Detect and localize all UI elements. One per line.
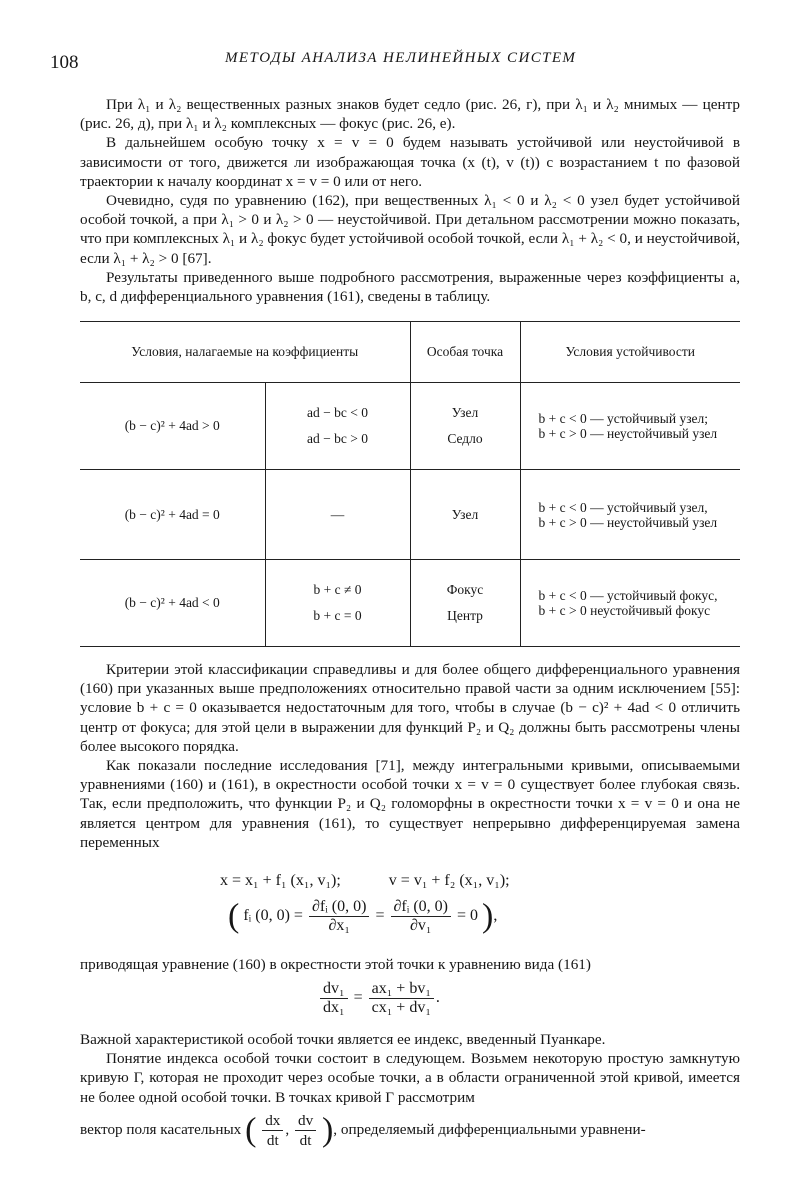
paragraph-4: Результаты приведенного выше подробного рассмотрения, выраженные через коэффициенты a, b, c, d дифференциального уравнения (161), сведены в таблицу. [80,268,740,306]
p10-dv: dv [295,1111,316,1131]
p10-after: , определяемый дифференциальными уравнени- [333,1121,646,1138]
p10-paren-left: ( [245,1111,257,1149]
table-cell-sub-2: b + c = 0 [313,608,362,623]
formula-cond-lhs: fᵢ (0, 0) = [243,907,303,925]
formula-cond-eq: = [375,907,385,925]
table-header-row [80,322,740,383]
formula-paren-left: ( [228,897,240,935]
paragraph-6: Как показали последние исследования [71], между интегральными кривыми, описываемыми уравнениями (160) и (161), в окрестности особой точки x = v = 0 существует более глубокая связь. Так, если предположить, что функции P₂ и Q₂ голоморфны в окрестности точки x = v = 0 и она не является центром для уравнения (161), то существует непрерывно дифференцируемая замена переменных [80,757,740,851]
p10-before: вектор поля касательных [80,1121,242,1138]
paragraph-7: приводящая уравнение (160) в окрестности этой точки к уравнению вида (161) [80,956,591,973]
table-cell-stability-1: b + c < 0 — устойчивый фокус, [538,588,718,603]
table-row [80,383,740,470]
text-block-top [80,95,740,306]
table-cell-sub [265,560,410,647]
table-cell-point-2: Седло [447,431,483,446]
rhs-denominator: cx₁ + dv₁ [371,999,431,1016]
formula-paren-right: ) [482,897,494,935]
table-cell-stability-2: b + c > 0 — неустойчивый узел [538,426,718,441]
text-block-bottom [80,1030,740,1150]
table-header-conditions: Условия, налагаемые на коэффициенты [80,322,410,383]
table-cell-stability-1: b + c < 0 — устойчивый узел; [538,411,709,426]
formula-reduced-equation: $\frac{\text{dv₁}}{\text{dx₁}}$ = $\frac{\text{ax₁ + bv₁}}{\text{cx₁ + dv₁}}$ . [318,980,440,1017]
p10-sep: , [285,1121,290,1138]
formula-reduced-eq: = [353,989,363,1007]
table-cell-stability-2: b + c > 0 — неустойчивый узел [538,514,718,530]
paragraph-10 [80,1111,740,1150]
formula-x: x = x₁ + f₁ (x₁, v₁); [220,872,341,889]
paragraph-3: Очевидно, судя по уравнению (162), при вещественных λ₁ < 0 и λ₂ < 0 узел будет устойчивой особой точкой, а при λ₁ > 0 и λ₂ > 0 — неустойчивой. При детальном рассмотрении можно показать, что при комплексных λ₁ и λ₂ фокус будет устойчивой особой точкой, если λ₁ + λ₂ < 0, и неустойчивой, если λ₁ + λ₂ > 0 [67]. [80,192,740,267]
table-cell-sub-2: ad − bc > 0 [307,431,368,446]
paragraph-2: В дальнейшем особую точку x = v = 0 будем называть устойчивой или неустойчивой в зависимости от того, движется ли изображающая точка (x (t), v (t)) с возрастанием t по фазовой траектории к началу координат x = v = 0 или от него. [80,134,740,190]
lhs-numerator: dv₁ [320,980,348,999]
running-title: МЕТОДЫ АНАЛИЗА НЕЛИНЕЙНЫХ СИСТЕМ [225,50,577,66]
p10-paren-right: ) [321,1111,334,1149]
p10-dt1: dt [266,1132,279,1150]
table-cell-point-1: Узел [451,405,479,420]
table-cell-stability-2: b + c > 0 неустойчивый фокус [538,603,711,618]
table-cell-sub [265,383,410,470]
table-header-point: Особая точка [410,322,520,383]
formula-substitution [220,872,640,890]
formula-lhs-frac [320,980,348,1017]
table-row [80,560,740,647]
table-cell-stability [520,383,740,470]
p10-dt2: dt [299,1132,312,1150]
frac1-denominator: ∂x₁ [328,917,350,934]
paragraph-1: При λ₁ и λ₂ вещественных разных знаков будет седло (рис. 26, г), при λ₁ и λ₂ мнимых — центр (рис. 26, д), при λ₁ и λ₂ комплексных — фокус (рис. 26, е). [80,96,740,133]
table-cell-main: (b − c)² + 4ad > 0 [80,383,265,470]
table-cell-point: Узел [410,470,520,560]
table-cell-point [410,383,520,470]
table-cell-point [410,560,520,647]
formula-cond-frac1 [309,898,370,935]
table-cell-point-1: Фокус [446,582,484,597]
formula-cond-frac2 [391,898,452,935]
frac1-numerator: ∂fᵢ (0, 0) [309,898,370,917]
page-header [50,48,750,74]
table-cell-sub-1: ad − bc < 0 [307,405,368,420]
frac2-numerator: ∂fᵢ (0, 0) [391,898,452,917]
table-row [80,470,740,560]
classification-table [80,321,740,647]
table-header-stability: Условия устойчивости [520,322,740,383]
table-cell-main: (b − c)² + 4ad < 0 [80,560,265,647]
table-cell-point-2: Центр [447,608,483,623]
frac2-denominator: ∂v₁ [410,917,432,934]
lhs-denominator: dx₁ [323,999,345,1016]
p10-frac-dx [262,1111,283,1150]
formula-rhs-frac [369,980,434,1017]
table-cell-main: (b − c)² + 4ad = 0 [80,470,265,560]
text-block-middle [80,660,740,852]
formula-conditions: ( fᵢ (0, 0) = $\frac{\text{∂fᵢ (0, 0)}}{\text{∂x₁}}$ = $\frac{\text{∂fᵢ (0, 0)}}{\text{∂v₁}}$ = 0 ), [228,897,498,935]
rhs-numerator: ax₁ + bv₁ [369,980,434,999]
p10-frac-dv [295,1111,316,1150]
formula-cond-rhs: = 0 [457,907,479,925]
page-number: 108 [50,52,79,73]
table-cell-stability-1: b + c < 0 — устойчивый узел, [538,499,708,515]
paragraph-5: Критерии этой классификации справедливы и для более общего дифференциального уравнения (160) при указанных выше предположениях относительно правой части за одним исключением [55]: условие b + c = 0 оказывается недостаточным для того, чтобы в случае (b − c)² + 4ad < 0 отличить центр от фокуса; для этой цели в выражении для функций P₂ и Q₂ должны быть рассмотрены члены более высокого порядка. [80,661,740,755]
paragraph-9: Понятие индекса особой точки состоит в следующем. Возьмем некоторую простую замкнутую кривую Γ, которая не проходит через особые точки, а в области ограниченной этой кривой, имеется не более одной особой точки. В точках кривой Γ рассмотрим [80,1050,740,1106]
table-cell-sub-1: b + c ≠ 0 [313,582,362,597]
table-cell-stability [520,470,740,560]
table-cell-stability [520,560,740,647]
formula-v: v = v₁ + f₂ (x₁, v₁); [388,872,510,889]
table-cell-sub: — [265,470,410,560]
text-block-lead [80,955,740,974]
paragraph-8: Важной характеристикой особой точки является ее индекс, введенный Пуанкаре. [80,1031,606,1048]
p10-dx: dx [262,1111,283,1131]
